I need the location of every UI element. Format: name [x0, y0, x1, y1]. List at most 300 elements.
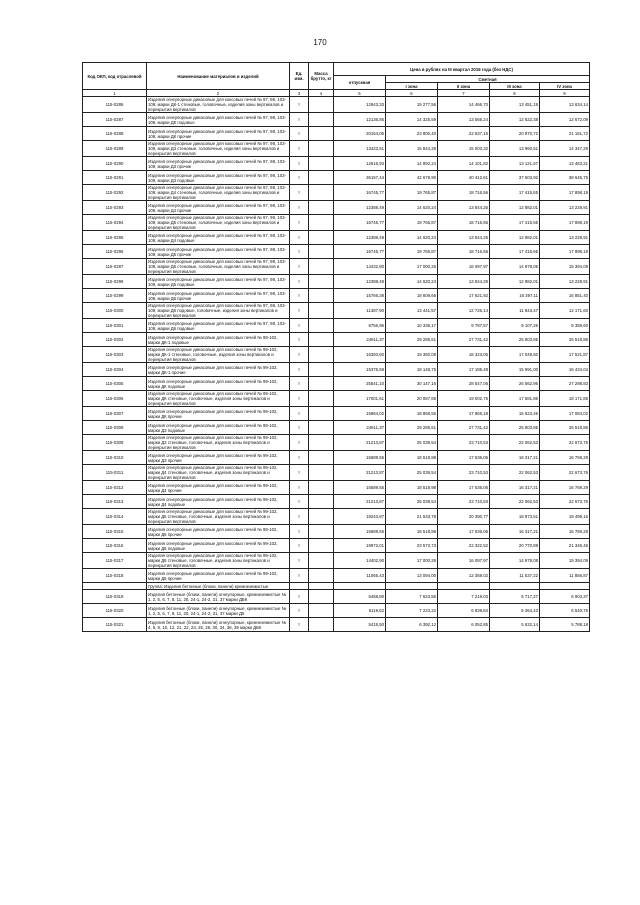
code-cell: 115-0314 — [83, 509, 147, 525]
header-release: отпускная — [334, 76, 386, 90]
zone2-price-cell: 9 787,57 — [438, 319, 490, 333]
header-mass: Масса брутто, кг — [309, 63, 334, 90]
name-cell: Изделия бетонные (блоки, панели) огнеупорные, кремнеземистые № 1, 2, 5, 6, 7, 8, 11, 20, 24-1, 24-2, 31, 37 марки ДБК — [147, 590, 290, 604]
code-cell: 115-0291 — [83, 171, 147, 185]
unit-cell: т — [290, 245, 309, 259]
name-cell: Изделия огнеупорные динасовые для коксовых печей № 99-102, марки Д5 прочие — [147, 525, 290, 539]
zone4-price-cell: 21 346,46 — [540, 539, 590, 553]
table-row — [83, 451, 590, 465]
zone3-price-cell: 16 317,21 — [490, 525, 540, 539]
zone1-price-cell: 14 620,24 — [386, 231, 438, 245]
group-empty-cell — [386, 583, 438, 590]
zone3-price-cell: 26 562,96 — [490, 377, 540, 391]
unit-cell: т — [290, 157, 309, 171]
zone4-price-cell: 15 394,09 — [540, 259, 590, 275]
group-row — [83, 583, 590, 590]
zone2-price-cell: 17 536,06 — [438, 525, 490, 539]
code-cell: 115-0302 — [83, 333, 147, 347]
table-row — [83, 259, 590, 275]
zone3-price-cell: 17 681,86 — [490, 391, 540, 407]
code-cell: 115-0288 — [83, 127, 147, 141]
table-body — [83, 97, 590, 632]
zone4-price-cell: 27 298,83 — [540, 377, 590, 391]
table-row — [83, 363, 590, 377]
zone4-price-cell: 17 898,19 — [540, 245, 590, 259]
unit-cell: т — [290, 618, 309, 632]
zone1-price-cell: 18 518,98 — [386, 481, 438, 495]
table-row — [83, 391, 590, 407]
zone3-price-cell: 14 979,08 — [490, 553, 540, 569]
name-cell: Изделия огнеупорные динасовые для коксовых печей № 99-102, марки Д4 стеновые, головочные, изделия зоны вертикалов и перекрытия вертикалов — [147, 465, 290, 481]
code-cell: 115-0297 — [83, 259, 147, 275]
zone2-price-cell: 17 536,06 — [438, 451, 490, 465]
name-cell: Изделия огнеупорные динасовые для коксовых печей № 99-102, марки Д5 стеновые, головочные, изделия зоны вертикалов и перекрытия вертикалов — [147, 509, 290, 525]
code-cell: 115-0294 — [83, 215, 147, 231]
zone2-price-cell: 27 731,42 — [438, 333, 490, 347]
name-cell: Изделия огнеупорные динасовые для коксовых печей № 99-102, марки ДК стеновые, головочные, изделия зоны вертикалов и перекрытия вертикалов — [147, 391, 290, 407]
name-cell: Изделия огнеупорные динасовые для коксовых печей № 99-102, марки ДК прочие — [147, 407, 290, 421]
unit-cell: т — [290, 347, 309, 363]
zone1-price-cell: 29 285,61 — [386, 333, 438, 347]
unit-cell: т — [290, 377, 309, 391]
zone4-price-cell: 17 898,19 — [540, 215, 590, 231]
zone1-price-cell: 18 868,55 — [386, 407, 438, 421]
unit-cell: т — [290, 391, 309, 407]
zone4-price-cell: 38 645,75 — [540, 171, 590, 185]
name-cell: Изделия огнеупорные динасовые для коксовых печей № 99-102, марки Д4 подовые — [147, 495, 290, 509]
zone4-price-cell: 16 851,40 — [540, 289, 590, 303]
zone3-price-cell: 17 049,50 — [490, 347, 540, 363]
table-row — [83, 333, 590, 347]
release-price-cell: 24811,37 — [334, 421, 386, 435]
release-price-cell: 16393,60 — [334, 347, 386, 363]
mass-cell — [309, 451, 334, 465]
zone2-price-cell: 23 710,53 — [438, 435, 490, 451]
zone4-price-cell: 13 228,91 — [540, 201, 590, 215]
mass-cell — [309, 525, 334, 539]
release-price-cell: 5415,50 — [334, 618, 386, 632]
zone4-price-cell: 6 540,76 — [540, 604, 590, 618]
code-cell: 115-0317 — [83, 553, 147, 569]
name-cell: Изделия огнеупорные динасовые для коксовых печей № 99-102, марки Д3 подовые — [147, 421, 290, 435]
zone4-price-cell: 17 521,87 — [540, 347, 590, 363]
zone2-price-cell: 17 865,18 — [438, 407, 490, 421]
table-row — [83, 435, 590, 451]
unit-cell: т — [290, 421, 309, 435]
code-cell: 115-0303 — [83, 347, 147, 363]
zone1-price-cell: 25 039,54 — [386, 435, 438, 451]
zone4-price-cell: 15 394,09 — [540, 553, 590, 569]
unit-cell: т — [290, 451, 309, 465]
release-price-cell: 16745,77 — [334, 215, 386, 231]
zone4-price-cell: 12 171,60 — [540, 303, 590, 319]
code-cell: 115-0313 — [83, 495, 147, 509]
zone4-price-cell: 13 228,91 — [540, 275, 590, 289]
unit-cell: т — [290, 553, 309, 569]
zone3-price-cell: 16 317,21 — [490, 481, 540, 495]
unit-cell: т — [290, 303, 309, 319]
unit-cell: т — [290, 127, 309, 141]
zone3-price-cell: 25 803,85 — [490, 421, 540, 435]
code-cell: 115-0293 — [83, 201, 147, 215]
name-cell: Изделия огнеупорные динасовые для коксовых печей № 97, 98, 103-109, марки ДК прочие — [147, 127, 290, 141]
zone3-price-cell: 13 960,51 — [490, 141, 540, 157]
zone4-price-cell: 16 769,29 — [540, 481, 590, 495]
unit-cell: т — [290, 171, 309, 185]
unit-cell: т — [290, 113, 309, 127]
zone4-price-cell: 13 634,14 — [540, 97, 590, 113]
table-row — [83, 509, 590, 525]
mass-cell — [309, 495, 334, 509]
zone1-price-cell: 23 573,73 — [386, 539, 438, 553]
name-cell: Изделия огнеупорные динасовые для коксовых печей № 99-102, марки Д6 стеновые, головочные, изделия зоны вертикалов и перекрытия вертикалов — [147, 553, 290, 569]
zone3-price-cell: 17 415,65 — [490, 215, 540, 231]
zone2-price-cell: 17 536,06 — [438, 481, 490, 495]
zone3-price-cell: 25 803,85 — [490, 333, 540, 347]
table-row — [83, 618, 590, 632]
release-price-cell: 8756,96 — [334, 319, 386, 333]
zone2-price-cell: 6 839,84 — [438, 604, 490, 618]
zone4-price-cell: 13 228,91 — [540, 231, 590, 245]
unit-cell: т — [290, 495, 309, 509]
mass-cell — [309, 347, 334, 363]
unit-cell: т — [290, 289, 309, 303]
code-cell: 115-0315 — [83, 525, 147, 539]
zone1-price-cell: 25 039,54 — [386, 465, 438, 481]
mass-cell — [309, 590, 334, 604]
name-cell: Изделия огнеупорные динасовые для коксовых печей № 97, 98, 103-109, марки ДК-1 стеновые, головочные, изделия зоны вертикалов и перекрытия вертикалов — [147, 97, 290, 113]
unit-cell: т — [290, 509, 309, 525]
col-num: 8 — [490, 90, 540, 97]
header-name: Наименование материалов и изделий — [147, 63, 290, 90]
name-cell: Изделия огнеупорные динасовые для коксовых печей № 99-102, марки Д3 прочие — [147, 451, 290, 465]
zone1-price-cell: 14 892,24 — [386, 157, 438, 171]
column-numbers-row — [83, 90, 590, 97]
zone2-price-cell: 14 101,82 — [438, 157, 490, 171]
zone2-price-cell: 40 412,61 — [438, 171, 490, 185]
code-cell: 115-0320 — [83, 604, 147, 618]
zone4-price-cell: 5 788,18 — [540, 618, 590, 632]
table-row — [83, 97, 590, 113]
zone1-price-cell: 19 765,87 — [386, 215, 438, 231]
code-cell: 115-0305 — [83, 377, 147, 391]
mass-cell — [309, 319, 334, 333]
mass-cell — [309, 481, 334, 495]
mass-cell — [309, 569, 334, 583]
zone1-price-cell: 19 765,87 — [386, 185, 438, 201]
unit-cell: т — [290, 97, 309, 113]
release-price-cell: 6458,80 — [334, 590, 386, 604]
zone1-price-cell: 21 533,78 — [386, 509, 438, 525]
zone1-price-cell: 13 094,00 — [386, 569, 438, 583]
zone4-price-cell: 13 463,21 — [540, 157, 590, 171]
release-price-cell: 12943,33 — [334, 97, 386, 113]
name-cell: Изделия огнеупорные динасовые для коксовых печей № 99-102, марки Д3 стеновые, головочные, изделия зоны вертикалов и перекрытия вертикалов — [147, 435, 290, 451]
zone2-price-cell: 17 621,92 — [438, 289, 490, 303]
release-price-cell: 12388,49 — [334, 231, 386, 245]
unit-cell: т — [290, 141, 309, 157]
mass-cell — [309, 289, 334, 303]
unit-cell: т — [290, 435, 309, 451]
zone3-price-cell: 37 603,92 — [490, 171, 540, 185]
unit-cell: т — [290, 185, 309, 201]
zone2-price-cell: 13 844,25 — [438, 201, 490, 215]
unit-cell: т — [290, 215, 309, 231]
col-num: 7 — [438, 90, 490, 97]
col-num: 2 — [147, 90, 290, 97]
zone2-price-cell: 16 097,97 — [438, 553, 490, 569]
name-cell: Изделия огнеупорные динасовые для коксовых печей № 97, 98, 103-109, марки Д3 подовые — [147, 171, 290, 185]
unit-cell: т — [290, 407, 309, 421]
release-price-cell: 11387,90 — [334, 303, 386, 319]
mass-cell — [309, 275, 334, 289]
code-cell: 115-0290 — [83, 157, 147, 171]
col-num: 1 — [83, 90, 147, 97]
zone2-price-cell: 23 710,53 — [438, 465, 490, 481]
code-cell: 115-0311 — [83, 465, 147, 481]
zone3-price-cell: 12 882,01 — [490, 275, 540, 289]
zone2-price-cell: 15 003,32 — [438, 141, 490, 157]
zone3-price-cell: 16 623,46 — [490, 407, 540, 421]
zone1-price-cell: 6 392,12 — [386, 618, 438, 632]
mass-cell — [309, 421, 334, 435]
zone2-price-cell: 7 219,03 — [438, 590, 490, 604]
code-cell: 115-0312 — [83, 481, 147, 495]
table-row — [83, 569, 590, 583]
name-cell: Изделия огнеупорные динасовые для коксовых печей № 97, 98, 103-109, марки Д3 стеновые, головочные, изделия зоны вертикалов и перекрытия вертикалов — [147, 141, 290, 157]
code-cell: 115-0289 — [83, 141, 147, 157]
col-num: 5 — [334, 90, 386, 97]
name-cell: Изделия огнеупорные динасовые для коксовых печей № 99-102, марки Д6 прочие — [147, 569, 290, 583]
mass-cell — [309, 215, 334, 231]
release-price-cell: 21213,87 — [334, 495, 386, 509]
zone2-price-cell: 19 002,75 — [438, 391, 490, 407]
unit-cell: т — [290, 275, 309, 289]
mass-cell — [309, 465, 334, 481]
unit-cell: т — [290, 201, 309, 215]
zone3-price-cell: 22 062,53 — [490, 495, 540, 509]
zone1-price-cell: 19 765,87 — [386, 245, 438, 259]
name-cell: Изделия огнеупорные динасовые для коксовых печей № 99-102, марки ДК-1 стеновые, головочные, изделия зоны вертикалов и перекрытия вертикалов — [147, 347, 290, 363]
zone2-price-cell: 13 565,24 — [438, 113, 490, 127]
zone1-price-cell: 42 678,90 — [386, 171, 438, 185]
table-row — [83, 201, 590, 215]
zone1-price-cell: 7 623,56 — [386, 590, 438, 604]
zone3-price-cell: 16 397,11 — [490, 289, 540, 303]
zone3-price-cell: 12 622,38 — [490, 113, 540, 127]
zone2-price-cell: 6 052,85 — [438, 618, 490, 632]
code-cell: 115-0316 — [83, 539, 147, 553]
zone1-price-cell: 19 350,08 — [386, 347, 438, 363]
code-cell: 115-0306 — [83, 391, 147, 407]
mass-cell — [309, 539, 334, 553]
zone2-price-cell: 23 710,53 — [438, 495, 490, 509]
code-cell: 115-0308 — [83, 421, 147, 435]
zone1-price-cell: 14 325,59 — [386, 113, 438, 127]
mass-cell — [309, 377, 334, 391]
table-row — [83, 590, 590, 604]
mass-cell — [309, 618, 334, 632]
col-num: 3 — [290, 90, 309, 97]
table-row — [83, 539, 590, 553]
zone1-price-cell: 17 000,26 — [386, 259, 438, 275]
zone4-price-cell: 6 903,37 — [540, 590, 590, 604]
zone1-price-cell: 15 277,56 — [386, 97, 438, 113]
zone3-price-cell: 13 121,67 — [490, 157, 540, 171]
table-row — [83, 553, 590, 569]
release-price-cell: 16745,77 — [334, 245, 386, 259]
name-cell: Изделия огнеупорные динасовые для коксовых печей № 97, 98, 103-109, марки Д5 прочие — [147, 245, 290, 259]
mass-cell — [309, 113, 334, 127]
name-cell: Изделия бетонные (блоки, панели) огнеупорные, кремнеземистые № 1, 2, 5, 6, 7, 8, 11, 20, 24-1, 24-2, 31, 37 марки Д5 — [147, 604, 290, 618]
release-price-cell: 15689,55 — [334, 451, 386, 465]
group-empty-cell — [290, 583, 309, 590]
zone3-price-cell: 22 062,53 — [490, 465, 540, 481]
name-cell: Изделия огнеупорные динасовые для коксовых печей № 97, 98, 103-109, марки Д3 прочие — [147, 157, 290, 171]
name-cell: Изделия бетонные (блоки, панели) огнеупорные, кремнеземистые № 4, 5, 9, 10, 12, 21, 22, 23, 25, 26, 30, 34, 36, 39 марки ДБК — [147, 618, 290, 632]
release-price-cell: 6119,62 — [334, 604, 386, 618]
zone1-price-cell: 13 441,57 — [386, 303, 438, 319]
zone3-price-cell: 17 415,65 — [490, 185, 540, 201]
zone3-price-cell: 12 882,01 — [490, 201, 540, 215]
zone4-price-cell: 11 856,87 — [540, 569, 590, 583]
name-cell: Изделия огнеупорные динасовые для коксовых печей № 97, 98, 103-109, марки Д4 прочие — [147, 201, 290, 215]
zone3-price-cell: 9 107,26 — [490, 319, 540, 333]
zone4-price-cell: 22 673,76 — [540, 435, 590, 451]
unit-cell: т — [290, 363, 309, 377]
name-cell: Изделия огнеупорные динасовые для коксовых печей № 97, 98, 103-109, марки Д5 стеновые, головочные, изделия зоны вертикалов и перекрытия вертикалов — [147, 215, 290, 231]
unit-cell: т — [290, 604, 309, 618]
zone1-price-cell: 25 039,54 — [386, 495, 438, 509]
zone1-price-cell: 17 000,29 — [386, 553, 438, 569]
release-price-cell: 21213,87 — [334, 465, 386, 481]
zone3-price-cell: 20 770,89 — [490, 539, 540, 553]
table-row — [83, 319, 590, 333]
zone3-price-cell: 6 717,27 — [490, 590, 540, 604]
code-cell: 115-0318 — [83, 569, 147, 583]
unit-cell: т — [290, 539, 309, 553]
zone2-price-cell: 17 185,48 — [438, 363, 490, 377]
unit-cell: т — [290, 231, 309, 245]
release-price-cell: 11065,43 — [334, 569, 386, 583]
unit-cell: т — [290, 590, 309, 604]
zone2-price-cell: 20 390,77 — [438, 509, 490, 525]
release-price-cell: 13423,51 — [334, 141, 386, 157]
zone1-price-cell: 14 620,24 — [386, 201, 438, 215]
group-code-cell — [83, 583, 147, 590]
zone4-price-cell: 18 171,85 — [540, 391, 590, 407]
table-row — [83, 465, 590, 481]
code-cell: 115-0300 — [83, 303, 147, 319]
code-cell: 115-0301 — [83, 319, 147, 333]
zone4-price-cell: 9 359,60 — [540, 319, 590, 333]
name-cell: Изделия огнеупорные динасовые для коксовых печей № 99-102, марки Д4 прочие — [147, 481, 290, 495]
zone4-price-cell: 26 518,86 — [540, 333, 590, 347]
zone1-price-cell: 18 148,75 — [386, 363, 438, 377]
zone3-price-cell: 16 317,21 — [490, 451, 540, 465]
mass-cell — [309, 363, 334, 377]
page-number: 170 — [313, 38, 327, 47]
zone3-price-cell: 5 632,14 — [490, 618, 540, 632]
code-cell: 115-0287 — [83, 113, 147, 127]
zone1-price-cell: 14 620,24 — [386, 275, 438, 289]
zone1-price-cell: 18 518,98 — [386, 451, 438, 465]
release-price-cell: 17001,61 — [334, 391, 386, 407]
zone4-price-cell: 14 347,29 — [540, 141, 590, 157]
table-row — [83, 604, 590, 618]
zone2-price-cell: 28 547,06 — [438, 377, 490, 391]
group-empty-cell — [334, 583, 386, 590]
name-cell: Изделия огнеупорные динасовые для коксовых печей № 97, 98, 103-109, марки Д4 стеновые, головочные, изделия зоны вертикалов и перекрытия вертикалов — [147, 185, 290, 201]
zone2-price-cell: 22 537,16 — [438, 127, 490, 141]
mass-cell — [309, 185, 334, 201]
mass-cell — [309, 201, 334, 215]
col-num: 9 — [540, 90, 590, 97]
zone2-price-cell: 13 844,25 — [438, 231, 490, 245]
zone1-price-cell: 7 223,22 — [386, 604, 438, 618]
zone4-price-cell: 22 673,76 — [540, 465, 590, 481]
zone4-price-cell: 16 769,29 — [540, 451, 590, 465]
zone3-price-cell: 12 882,01 — [490, 231, 540, 245]
mass-cell — [309, 553, 334, 569]
release-price-cell: 36157,44 — [334, 171, 386, 185]
table-row — [83, 157, 590, 171]
zone1-price-cell: 23 800,40 — [386, 127, 438, 141]
table-row — [83, 421, 590, 435]
zone3-price-cell: 11 537,22 — [490, 569, 540, 583]
table-row — [83, 127, 590, 141]
table-row — [83, 113, 590, 127]
col-num: 6 — [386, 90, 438, 97]
header-zone2: II зона — [438, 83, 490, 90]
release-price-cell: 15766,38 — [334, 289, 386, 303]
mass-cell — [309, 141, 334, 157]
zone1-price-cell: 18 518,98 — [386, 525, 438, 539]
col-num: 4 — [309, 90, 334, 97]
unit-cell: т — [290, 481, 309, 495]
unit-cell: т — [290, 569, 309, 583]
name-cell: Изделия огнеупорные динасовые для коксовых печей № 99-102, марки Д6 подовые — [147, 539, 290, 553]
code-cell: 115-0298 — [83, 275, 147, 289]
zone3-price-cell: 14 979,05 — [490, 259, 540, 275]
zone4-price-cell: 12 672,09 — [540, 113, 590, 127]
group-empty-cell — [540, 583, 590, 590]
zone3-price-cell: 6 364,43 — [490, 604, 540, 618]
mass-cell — [309, 407, 334, 421]
header-unit: Ед. изм. — [290, 63, 309, 90]
mass-cell — [309, 259, 334, 275]
release-price-cell: 15375,59 — [334, 363, 386, 377]
zone2-price-cell: 13 844,25 — [438, 275, 490, 289]
unit-cell: т — [290, 259, 309, 275]
code-cell: 115-0299 — [83, 289, 147, 303]
header-estimate: Сметная — [386, 76, 590, 83]
release-price-cell: 12136,85 — [334, 113, 386, 127]
release-price-cell: 15689,55 — [334, 481, 386, 495]
zone4-price-cell: 17 084,02 — [540, 407, 590, 421]
release-price-cell: 20164,06 — [334, 127, 386, 141]
table-row — [83, 141, 590, 157]
release-price-cell: 12388,49 — [334, 275, 386, 289]
code-cell: 115-0295 — [83, 231, 147, 245]
zone1-price-cell: 20 067,69 — [386, 391, 438, 407]
mass-cell — [309, 171, 334, 185]
zone2-price-cell: 16 097,97 — [438, 259, 490, 275]
zone3-price-cell: 18 973,51 — [490, 509, 540, 525]
table-row — [83, 407, 590, 421]
code-cell: 115-0304 — [83, 363, 147, 377]
zone2-price-cell: 18 716,56 — [438, 185, 490, 201]
